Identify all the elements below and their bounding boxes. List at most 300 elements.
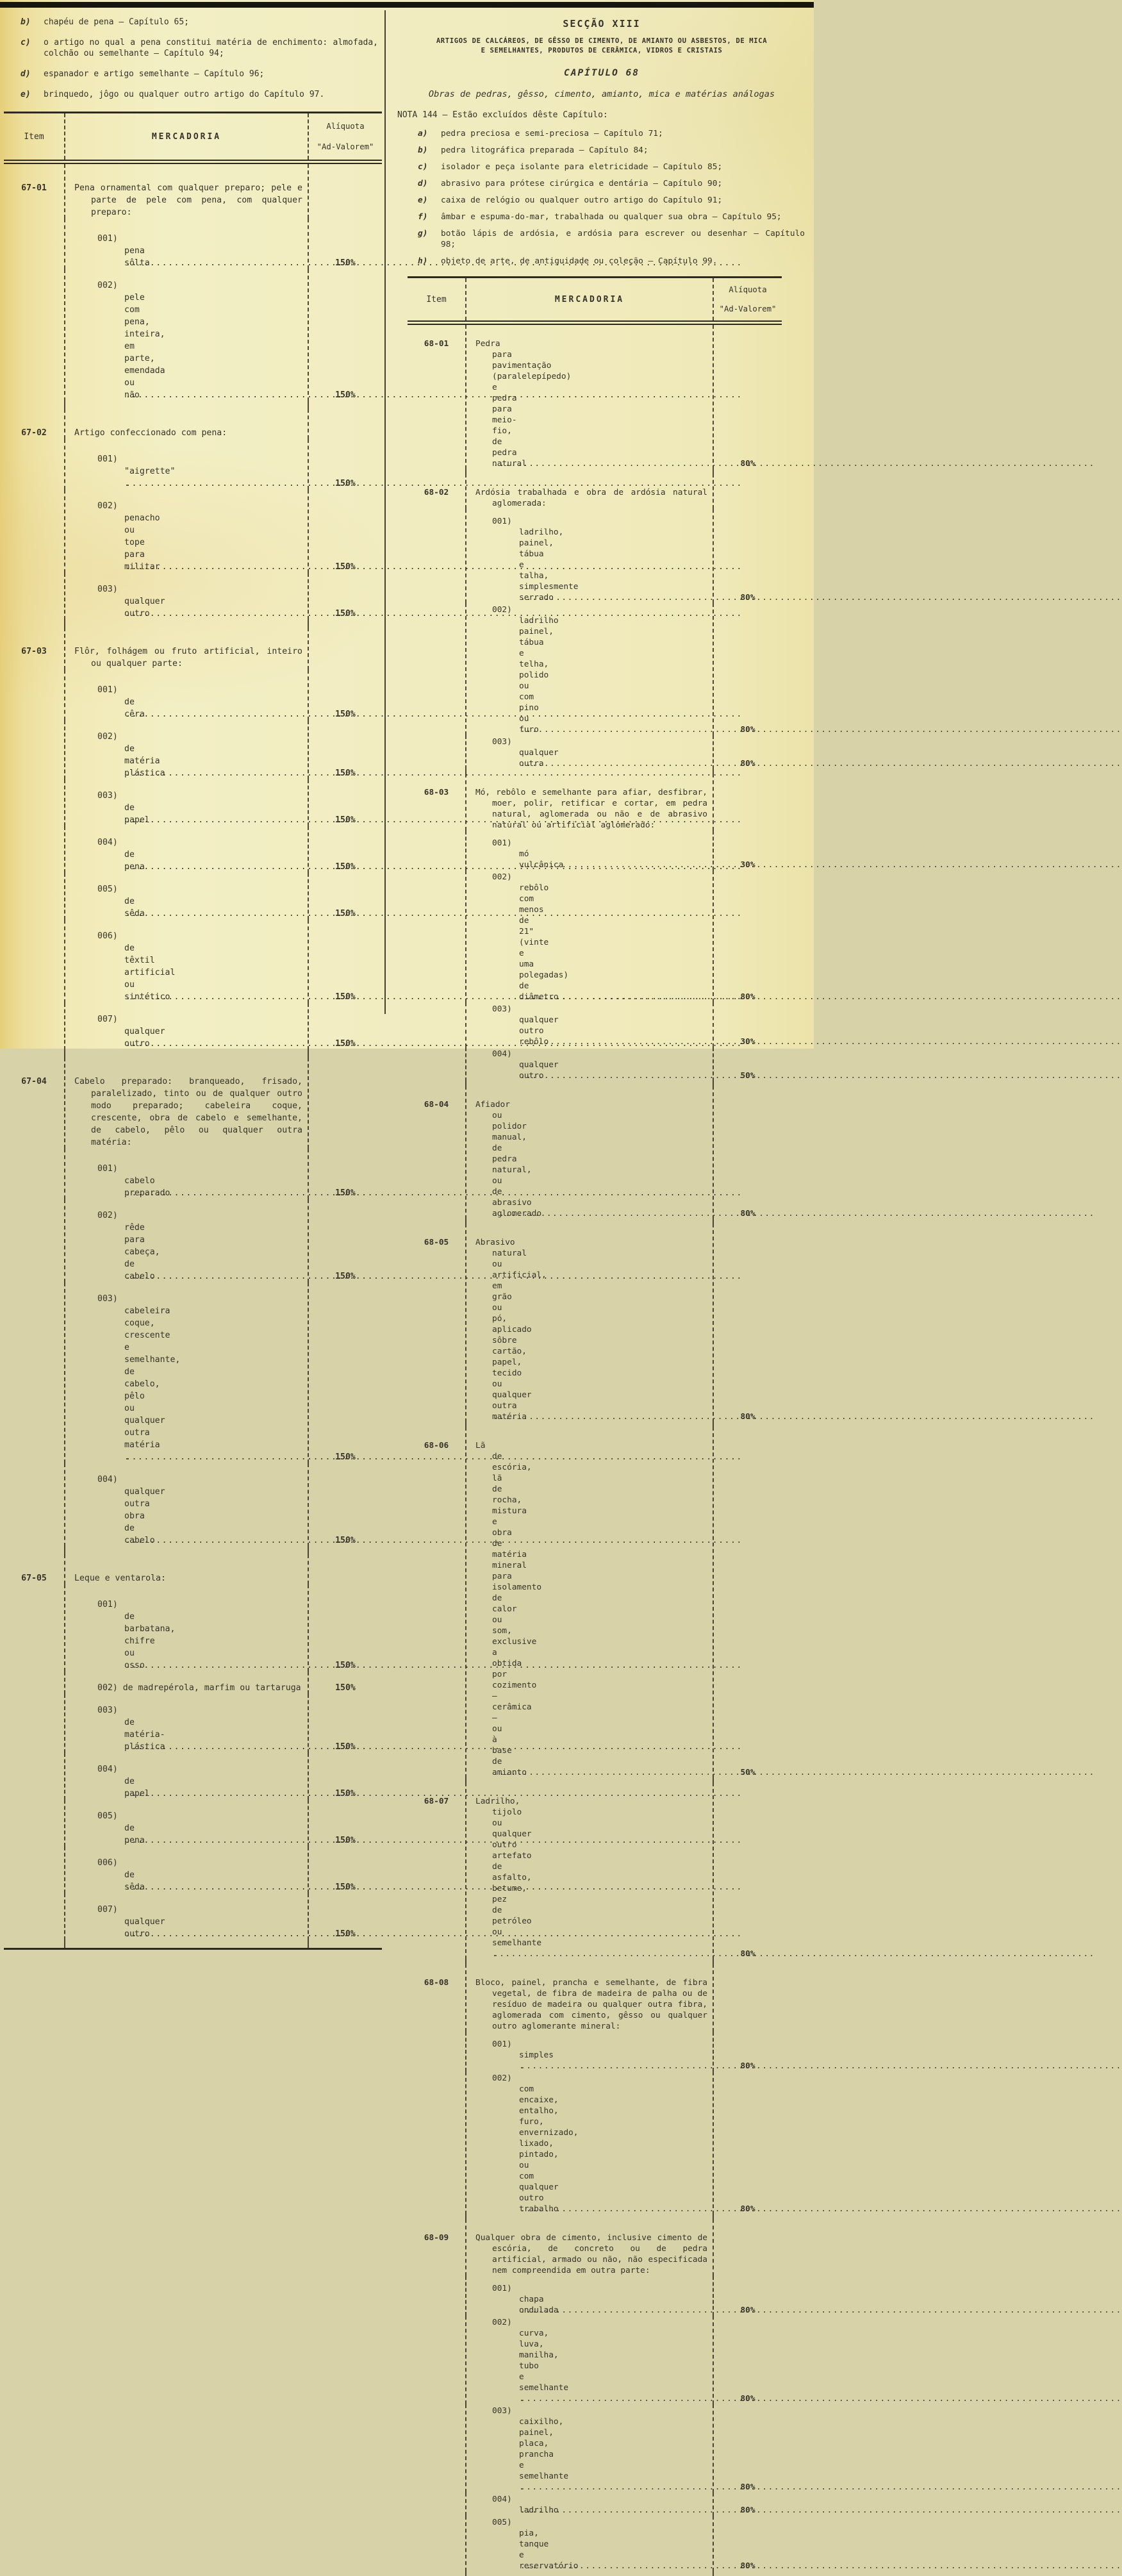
table-body — [4, 164, 382, 1948]
rate-value: 150% — [335, 1836, 356, 1845]
item-code-spacer — [4, 920, 64, 1003]
right-column — [393, 14, 810, 2576]
mercadoria-cell — [64, 409, 309, 439]
rate-value: 150% — [335, 1188, 356, 1198]
dot-leader — [520, 2505, 1122, 2516]
rate-value — [309, 627, 382, 670]
dot-leader — [493, 1767, 1095, 1778]
spacer-cell — [408, 2215, 465, 2219]
section-subtitle-line2: E SEMELHANTES, PRODUTOS DE CERÂMICA, VIDROS E CRISTAIS — [481, 47, 723, 54]
mercadoria-cell — [465, 325, 714, 469]
row-subitem-group — [4, 1003, 382, 1050]
item-code: 68-02 — [424, 488, 449, 497]
section-title: SECÇÃO XIII — [563, 18, 641, 29]
item-description: Bloco, painel, prancha e semelhante, de fibra vegetal, de fibra de madeira de palha ou de resíduo de madeira ou qualquer outra fibra, aglomerada com cimento, gêsso ou qualquer outro aglomerante mineral: — [475, 1978, 707, 2031]
subitem-text: 005) de pena — [97, 1811, 145, 1845]
table-header — [408, 278, 782, 320]
item-description: Pedra para pavimentação (paralelepípedo) e pedra para meio-fio, de pedra natural — [475, 339, 572, 469]
dot-leader — [493, 1411, 1095, 1422]
aliquota-label-line1: Alíquota — [326, 121, 365, 131]
item-description: Ladrilho, tijolo ou qualquer outro artefato de asfalto, betume, pez de petróleo ou semelhante . — [475, 1797, 542, 1959]
rate-value: 150% — [335, 1929, 356, 1939]
item-code-spacer — [4, 439, 64, 490]
tariff-row — [408, 474, 782, 774]
item-code-spacer — [408, 735, 465, 769]
subitem-text: 003) qualquer outro — [97, 585, 165, 619]
spacer-cell — [465, 2572, 714, 2576]
table-bottom-rule — [4, 1948, 382, 1950]
rate-value: 80% — [740, 2394, 755, 2404]
spacer-cell — [408, 469, 465, 474]
row-description-group — [4, 409, 382, 439]
mercadoria-cell — [64, 1554, 309, 1584]
rate-value: 80% — [740, 1412, 755, 1422]
spacer-cell — [714, 2572, 782, 2576]
mercadoria-cell — [465, 1964, 714, 2032]
subitem-text: 001) simples . — [492, 2040, 554, 2071]
exclusion-ch68-marker: f) — [418, 212, 428, 222]
subitem-text: 003) de papel — [97, 791, 150, 825]
exclusion-ch68-text: caixa de relógio ou qualquer outro artigo do Capítulo 91; — [441, 195, 723, 205]
row-description-group — [408, 774, 782, 831]
dot-leader — [520, 1036, 1122, 1047]
item-description: Qualquer obra de cimento, inclusive cimento de escória, de concreto ou de pedra artificial, armado ou não, não especificada nem compreendida em outra parte: — [475, 2233, 707, 2275]
row-spacer — [408, 1219, 782, 1224]
exclusion-ch67-item — [21, 69, 378, 79]
rate-value: 150% — [335, 1039, 356, 1049]
exclusion-ch68-marker: a) — [418, 129, 428, 138]
dot-leader — [520, 2204, 1122, 2215]
subitem-text: 007) qualquer outro — [97, 1015, 165, 1049]
row-subitem-group — [408, 2516, 782, 2572]
chapter-67-exclusions-list — [0, 17, 383, 100]
exclusion-ch67-text: o artigo no qual a pena constitui matéria de enchimento: almofada, colchão ou semelhante — Capítulo 94; — [44, 38, 378, 58]
spacer-cell — [4, 620, 64, 627]
row-description-group — [4, 1058, 382, 1149]
item-code-spacer — [408, 831, 465, 870]
subitem-text: 001) ladrilho, painel, tábua e talha, simplesmente serrado — [492, 517, 579, 602]
row-description-group — [4, 1554, 382, 1584]
subitem-text: 004) ladrilho — [492, 2495, 559, 2515]
mercadoria-cell — [64, 826, 309, 873]
spacer-cell — [408, 1778, 465, 1782]
row-spacer — [4, 620, 382, 627]
item-description: Afiador ou polidor manual, de pedra natural, ou de abrasivo aglomerado — [475, 1100, 542, 1218]
mercadoria-cell — [64, 1283, 309, 1463]
item-code-spacer — [4, 1283, 64, 1463]
spacer-cell — [408, 1219, 465, 1224]
rate-value: 80% — [740, 725, 755, 735]
rate-value: 80% — [740, 2061, 755, 2071]
row-description-group — [408, 1086, 782, 1219]
subitem-text: 006) de têxtil artificial ou sintético — [97, 931, 176, 1002]
mercadoria-cell — [64, 1149, 309, 1199]
rate-value: 150% — [335, 562, 356, 572]
row-subitem-group — [4, 779, 382, 826]
dot-leader — [520, 724, 1122, 735]
rate-value: 150% — [335, 1452, 356, 1462]
spacer-cell — [4, 1547, 64, 1554]
spacer-cell — [64, 1547, 309, 1554]
row-subitem-group — [408, 735, 782, 769]
spacer-cell — [4, 1050, 64, 1058]
spacer-cell — [408, 2572, 465, 2576]
item-code-spacer — [408, 870, 465, 1002]
aliquota-label-line2: "Ad-Valorem" — [719, 304, 777, 313]
rate-value: 50% — [740, 1071, 755, 1081]
column-header-mercadoria: MERCADORIA — [64, 113, 309, 160]
left-column — [0, 17, 383, 1950]
column-header-aliquota — [309, 113, 382, 160]
table-header — [4, 113, 382, 160]
item-description: Mó, rebôlo e semelhante para afiar, desfibrar, moer, polir, retificar e cortar, em pedra natural, aglomerada ou não e de abrasivo natural ou artificial aglomerado: — [475, 788, 707, 830]
item-code-spacer — [4, 873, 64, 920]
row-subitem-group — [408, 2316, 782, 2404]
item-code: 68-06 — [424, 1441, 449, 1450]
exclusion-ch67-marker: d) — [21, 69, 31, 79]
rate-value: 150% — [335, 1882, 356, 1892]
subitem-text: 005) pia, tanque e reservatório — [492, 2518, 579, 2571]
row-subitem-group — [408, 831, 782, 870]
item-code-spacer — [4, 779, 64, 826]
row-subitem-group — [408, 509, 782, 603]
row-subitem-group — [4, 920, 382, 1003]
subitem-text: 006) de sêda — [97, 1858, 145, 1892]
row-subitem-group — [408, 1047, 782, 1081]
item-description: Flôr, folhágem ou fruto artificial, inteiro ou qualquer parte: — [74, 647, 302, 669]
tariff-row — [408, 325, 782, 474]
subitem-text: 003) cabeleira coque, crescente e semelhante, de cabelo, pêlo ou qualquer outra matéria . — [97, 1294, 181, 1462]
tariff-row — [408, 1782, 782, 1964]
row-description-group — [408, 1224, 782, 1422]
spacer-cell — [4, 1940, 64, 1948]
mercadoria-cell — [64, 1800, 309, 1847]
exclusion-ch68-item — [418, 228, 805, 250]
spacer-cell — [408, 1422, 465, 1427]
item-code-spacer — [408, 2493, 465, 2516]
rate-value — [309, 1058, 382, 1149]
row-spacer — [4, 1547, 382, 1554]
row-description-group — [4, 627, 382, 670]
spacer-cell — [465, 769, 714, 774]
row-spacer — [408, 1422, 782, 1427]
rate-value: 80% — [740, 2204, 755, 2214]
item-code-spacer — [4, 720, 64, 779]
item-code: 67-04 — [21, 1077, 47, 1086]
mercadoria-cell — [465, 2219, 714, 2276]
rate-value — [309, 164, 382, 219]
mercadoria-cell — [465, 1427, 714, 1778]
mercadoria-cell — [64, 1753, 309, 1800]
exclusion-ch68-marker: b) — [418, 145, 428, 155]
spacer-cell — [714, 2215, 782, 2219]
row-subitem-group — [408, 2072, 782, 2215]
spacer-cell — [714, 469, 782, 474]
item-code: 68-09 — [424, 2233, 449, 2243]
rate-value: 80% — [740, 2482, 755, 2492]
exclusion-ch68-item — [418, 195, 805, 206]
item-code-spacer — [408, 2276, 465, 2316]
rate-value: 150% — [335, 1683, 356, 1693]
exclusion-ch68-text: âmbar e espuma-do-mar, trabalhada ou qualquer sua obra — Capítulo 95; — [441, 212, 782, 222]
row-subitem-group — [408, 2404, 782, 2493]
exclusion-ch68-marker: h) — [418, 256, 428, 266]
spacer-cell — [465, 1778, 714, 1782]
subitem-text: 004) de pena — [97, 838, 145, 872]
rate-value: 150% — [335, 479, 356, 488]
item-code: 67-05 — [21, 1574, 47, 1583]
tariff-row — [4, 164, 382, 409]
spacer-cell — [408, 769, 465, 774]
exclusion-ch68-item — [418, 162, 805, 172]
subitem-text: 003) qualquer outro rebôlo — [492, 1004, 559, 1047]
rate-value: 150% — [335, 390, 356, 400]
rate-value: 150% — [335, 1272, 356, 1281]
item-code-spacer — [408, 1002, 465, 1047]
exclusion-ch68-item — [418, 256, 805, 267]
tariff-row — [408, 1964, 782, 2219]
spacer-cell — [309, 1940, 382, 1948]
rate-value: 150% — [335, 769, 356, 778]
rate-value: 80% — [740, 2561, 755, 2571]
item-code-spacer — [4, 1463, 64, 1547]
row-spacer — [408, 1959, 782, 1964]
subitem-text: 002) ladrilho painel, tábua e telha, polido ou com pino ou furo — [492, 605, 559, 735]
rate-value — [714, 1964, 782, 2032]
rate-value — [714, 2219, 782, 2276]
row-subitem-group — [4, 1847, 382, 1893]
row-subitem-group — [4, 670, 382, 720]
row-subitem-group — [4, 1800, 382, 1847]
item-code-spacer — [4, 1003, 64, 1050]
subitem-text: 007) qualquer outro — [97, 1905, 165, 1939]
item-code-spacer — [4, 1199, 64, 1283]
row-description-group — [408, 1782, 782, 1959]
spacer-cell — [714, 1778, 782, 1782]
rate-value: 80% — [740, 759, 755, 769]
item-code-spacer — [408, 2316, 465, 2404]
mercadoria-cell — [465, 1224, 714, 1422]
subitem-text: 003) de matéria-plástica — [97, 1706, 165, 1752]
mercadoria-cell — [64, 573, 309, 620]
spacer-cell — [714, 1219, 782, 1224]
item-description: Leque e ventarola: — [74, 1574, 166, 1583]
spacer-cell — [465, 1081, 714, 1086]
item-code: 67-03 — [21, 647, 47, 656]
spacer-cell — [64, 620, 309, 627]
item-code: 68-08 — [424, 1978, 449, 1988]
mercadoria-cell — [64, 1847, 309, 1893]
dot-leader — [520, 992, 1122, 1002]
mercadoria-cell — [64, 219, 309, 269]
subitem-text: 002) de madrepérola, marfim ou tartaruga — [97, 1683, 301, 1693]
dot-leader — [520, 2305, 1122, 2316]
row-subitem-group — [4, 1463, 382, 1547]
row-subitem-group — [408, 2276, 782, 2316]
row-subitem-group — [4, 826, 382, 873]
row-spacer — [4, 1940, 382, 1948]
subitem-text: 004) qualquer outro — [492, 1049, 559, 1081]
spacer-cell — [465, 469, 714, 474]
rate-value: 80% — [740, 2505, 755, 2515]
mercadoria-cell — [465, 735, 714, 769]
rate-value: 150% — [335, 710, 356, 719]
spacer-cell — [714, 1081, 782, 1086]
table-body — [408, 325, 782, 2576]
item-code-spacer — [4, 1694, 64, 1753]
section-subtitle — [393, 37, 810, 56]
item-description: Artigo confeccionado com pena: — [74, 428, 227, 438]
dot-leader — [520, 758, 1122, 769]
row-spacer — [408, 2572, 782, 2576]
item-code: 67-02 — [21, 428, 47, 438]
dot-leader — [520, 2061, 1122, 2072]
subitem-text: 003) qualquer outra — [492, 737, 559, 769]
subitem-text: 005) de sêda — [97, 885, 145, 918]
mercadoria-cell — [64, 1694, 309, 1753]
mercadoria-cell — [465, 1782, 714, 1959]
item-code-spacer — [4, 219, 64, 269]
item-code-spacer — [408, 603, 465, 735]
spacer-cell — [714, 769, 782, 774]
mercadoria-cell — [465, 1086, 714, 1219]
spacer-cell — [64, 1940, 309, 1948]
mercadoria-cell — [465, 1047, 714, 1081]
note-144: NOTA 144 — Estão excluídos dêste Capítulo: — [397, 110, 608, 120]
row-description-group — [408, 325, 782, 469]
row-spacer — [4, 401, 382, 409]
row-description-group — [408, 2219, 782, 2276]
mercadoria-cell — [64, 1463, 309, 1547]
mercadoria-cell — [64, 269, 309, 401]
exclusion-ch67-item — [21, 37, 378, 59]
item-code: 68-03 — [424, 788, 449, 797]
column-header-item: Item — [24, 131, 44, 142]
item-code-spacer — [408, 1047, 465, 1081]
tariff-row — [408, 1224, 782, 1427]
tariff-row — [4, 1058, 382, 1554]
row-description-group — [408, 1427, 782, 1778]
subitem-text: 002) penacho ou tope para militar — [97, 501, 160, 572]
mercadoria-cell — [465, 2404, 714, 2493]
rate-value: 80% — [740, 459, 755, 469]
mercadoria-cell — [465, 474, 714, 509]
rate-value: 80% — [740, 992, 755, 1002]
exclusion-ch68-text: objeto de arte, de antiguidade ou coleção — Capítulo 99. — [441, 256, 718, 266]
spacer-cell — [309, 1547, 382, 1554]
subitem-text: 001) de barbatana, chifre ou osso — [97, 1600, 176, 1670]
subitem-text: 004) qualquer outra obra de cabelo — [97, 1475, 165, 1545]
exclusion-ch68-item — [418, 178, 805, 189]
tariff-row — [408, 774, 782, 1086]
rate-value: 150% — [335, 609, 356, 619]
mercadoria-cell — [465, 870, 714, 1002]
rate-value — [714, 774, 782, 831]
rate-value: 150% — [335, 862, 356, 872]
row-subitem-group — [4, 439, 382, 490]
exclusion-ch68-text: pedra litográfica preparada — Capítulo 84; — [441, 145, 648, 155]
mercadoria-cell — [465, 2316, 714, 2404]
row-description-group — [408, 1964, 782, 2032]
spacer-cell — [64, 1050, 309, 1058]
tariff-row — [4, 627, 382, 1058]
mercadoria-cell — [64, 670, 309, 720]
section-subtitle-line1: ARTIGOS DE CALCÁREOS, DE GÊSSO DE CIMENTO, DE AMIANTO OU ASBESTOS, DE MICA — [436, 37, 768, 45]
exclusion-ch68-marker: e) — [418, 195, 428, 205]
row-subitem-group — [408, 1002, 782, 1047]
row-spacer — [408, 769, 782, 774]
item-code-spacer — [4, 1800, 64, 1847]
mercadoria-cell — [465, 2276, 714, 2316]
row-description-group — [408, 474, 782, 509]
rate-value: 80% — [740, 1949, 755, 1959]
mercadoria-cell — [465, 603, 714, 735]
spacer-cell — [465, 1422, 714, 1427]
row-spacer — [408, 2215, 782, 2219]
mercadoria-cell — [465, 1002, 714, 1047]
row-subitem-group — [408, 2032, 782, 2072]
spacer-cell — [309, 401, 382, 409]
subitem-text: 002) rêde para cabeça, de cabelo — [97, 1211, 160, 1281]
exclusion-ch67-item — [21, 17, 378, 28]
spacer-cell — [714, 1422, 782, 1427]
row-subitem-group — [4, 1694, 382, 1753]
subitem-text: 002) curva, luva, manilha, tubo e semelhante . — [492, 2318, 569, 2404]
tariff-row — [408, 2219, 782, 2576]
mercadoria-cell — [64, 873, 309, 920]
column-header-aliquota — [714, 278, 782, 320]
item-code-spacer — [4, 1893, 64, 1940]
row-subitem-group — [4, 720, 382, 779]
mercadoria-cell — [465, 2072, 714, 2215]
item-code-spacer — [4, 269, 64, 401]
rate-value: 150% — [335, 992, 356, 1002]
mercadoria-cell — [465, 831, 714, 870]
mercadoria-cell — [64, 1584, 309, 1672]
row-description-group — [4, 164, 382, 219]
mercadoria-cell — [64, 779, 309, 826]
row-subitem-group — [4, 1753, 382, 1800]
item-description: Abrasivo natural ou artificial, em grão ou pó, aplicado sôbre cartão, papel, tecido ou qualquer outra matéria — [475, 1238, 547, 1422]
row-spacer — [4, 1050, 382, 1058]
item-code: 68-07 — [424, 1797, 449, 1806]
dot-leader — [520, 2482, 1122, 2493]
item-description: Cabelo preparado: branqueado, frisado, paralelizado, tinto ou de qualquer outro modo preparado; cabeleira coque, crescente, obra de cabelo e semelhante, de cabelo, pêlo ou qualquer outra matéria: — [74, 1077, 302, 1147]
subitem-text: 002) rebôlo com menos de 21" (vinte e uma polegadas) de diâmetro — [492, 872, 569, 1002]
item-code: 68-04 — [424, 1100, 449, 1109]
exclusion-ch67-marker: e) — [21, 90, 31, 99]
exclusion-ch68-text: pedra preciosa e semi-preciosa — Capítulo 71; — [441, 129, 663, 138]
row-subitem-group — [4, 1893, 382, 1940]
row-subitem-group — [408, 2493, 782, 2516]
dot-leader — [493, 1208, 1095, 1219]
rate-value — [309, 409, 382, 439]
page-top-rule — [0, 2, 814, 8]
spacer-cell — [465, 1959, 714, 1964]
row-subitem-group — [4, 1283, 382, 1463]
row-subitem-group — [4, 1149, 382, 1199]
subitem-text: 001) mó vulcânica — [492, 838, 564, 870]
exclusion-ch68-marker: c) — [418, 162, 428, 172]
subitem-text: 004) de papel — [97, 1765, 150, 1799]
rate-value: 80% — [740, 1209, 755, 1218]
rate-value: 150% — [335, 1742, 356, 1752]
subitem-text: 002) de matéria plástica — [97, 732, 165, 778]
rate-value: 150% — [335, 815, 356, 825]
dot-leader — [520, 2393, 1122, 2404]
mercadoria-cell — [64, 627, 309, 670]
mercadoria-cell — [465, 2032, 714, 2072]
